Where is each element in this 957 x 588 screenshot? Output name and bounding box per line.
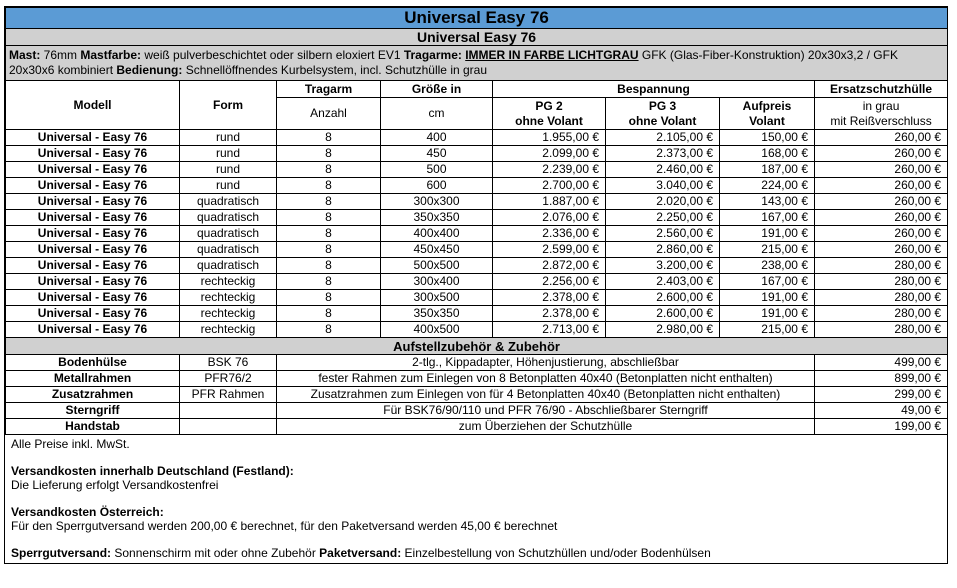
cell-ersatz: 260,00 €: [815, 242, 948, 258]
accessory-price: 199,00 €: [815, 419, 948, 435]
table-row: [6, 290, 948, 306]
accessory-name: Sterngriff: [6, 403, 180, 419]
cell-modell: Universal - Easy 76: [6, 162, 180, 178]
cell-pg3: 2.403,00 €: [606, 274, 720, 290]
cell-aufpreis: 167,00 €: [720, 210, 815, 226]
cell-ersatz: 260,00 €: [815, 178, 948, 194]
cell-form: quadratisch: [180, 242, 277, 258]
cell-tragarm: 8: [277, 194, 381, 210]
cell-pg2: 1.955,00 €: [493, 130, 606, 146]
cell-form: quadratisch: [180, 194, 277, 210]
table-row: [6, 194, 948, 210]
cell-aufpreis: 191,00 €: [720, 290, 815, 306]
cell-aufpreis: 150,00 €: [720, 130, 815, 146]
col-header-ersatz-detail: [815, 98, 948, 130]
cell-modell: Universal - Easy 76: [6, 290, 180, 306]
cell-form: rechteckig: [180, 306, 277, 322]
cell-groesse: 350x350: [381, 210, 493, 226]
table-row: [6, 306, 948, 322]
cell-aufpreis: 224,00 €: [720, 178, 815, 194]
cell-ersatz: 260,00 €: [815, 162, 948, 178]
cell-aufpreis: 215,00 €: [720, 242, 815, 258]
cell-groesse: 300x500: [381, 290, 493, 306]
cell-pg2: 2.336,00 €: [493, 226, 606, 242]
cell-pg3: 2.373,00 €: [606, 146, 720, 162]
table-row: [6, 242, 948, 258]
col-header-aufpreis: [720, 98, 815, 130]
cell-ersatz: 260,00 €: [815, 130, 948, 146]
cell-pg2: 1.887,00 €: [493, 194, 606, 210]
cell-aufpreis: 191,00 €: [720, 306, 815, 322]
accessory-desc: 2-tlg., Kippadapter, Höhenjustierung, abschließbar: [277, 355, 815, 371]
table-row: [6, 258, 948, 274]
mastfarbe-text: weiß pulverbeschichtet oder silbern eloxiert EV1: [141, 48, 404, 62]
cell-pg3: 2.600,00 €: [606, 290, 720, 306]
cell-pg2: 2.713,00 €: [493, 322, 606, 338]
cell-form: rechteckig: [180, 274, 277, 290]
cell-pg2: 2.378,00 €: [493, 290, 606, 306]
cell-form: quadratisch: [180, 258, 277, 274]
vat-note: Alle Preise inkl. MwSt.: [11, 437, 130, 451]
table-row: [6, 146, 948, 162]
cell-pg2: 2.700,00 €: [493, 178, 606, 194]
cell-groesse: 450x450: [381, 242, 493, 258]
col-header-ersatz: Ersatzschutzhülle: [815, 81, 948, 98]
cell-pg2: 2.076,00 €: [493, 210, 606, 226]
cell-aufpreis: 143,00 €: [720, 194, 815, 210]
mastfarbe-label: Mastfarbe:: [80, 48, 142, 62]
cell-groesse: 400x500: [381, 322, 493, 338]
cell-modell: Universal - Easy 76: [6, 130, 180, 146]
cell-tragarm: 8: [277, 226, 381, 242]
accessory-row: [6, 419, 948, 435]
cell-tragarm: 8: [277, 162, 381, 178]
accessory-row: [6, 387, 948, 403]
cell-ersatz: 260,00 €: [815, 210, 948, 226]
col-header-modell: Modell: [6, 81, 180, 130]
accessory-name: Bodenhülse: [6, 355, 180, 371]
cell-groesse: 350x350: [381, 306, 493, 322]
tragarme-label: Tragarme:: [403, 48, 462, 62]
accessory-desc: fester Rahmen zum Einlegen von 8 Betonplatten 40x40 (Betonplatten nicht enthalten): [277, 371, 815, 387]
table-row: [6, 226, 948, 242]
notes-section: [5, 435, 947, 563]
bedienung-text: Schnellöffnendes Kurbelsystem, incl. Schutzhülle in grau: [182, 63, 488, 77]
table-row: [6, 274, 948, 290]
pg2-line2: ohne Volant: [515, 113, 583, 128]
shipping-types: [11, 546, 941, 560]
price-table: [5, 7, 948, 435]
ersatz-line1: in grau: [862, 98, 900, 113]
accessory-row: [6, 355, 948, 371]
pg3-line1: PG 3: [648, 98, 677, 113]
cell-tragarm: 8: [277, 146, 381, 162]
cell-pg2: 2.239,00 €: [493, 162, 606, 178]
cell-aufpreis: 191,00 €: [720, 226, 815, 242]
mast-text: 76mm: [40, 48, 81, 62]
cell-aufpreis: 168,00 €: [720, 146, 815, 162]
tragarme-text: GFK (Glas-Fiber-Konstruktion) 20x30x3,2 / GFK 20x30x6 kombiniert: [9, 48, 898, 77]
table-row: [6, 210, 948, 226]
cell-form: rund: [180, 178, 277, 194]
paket-text: Einzelbestellung von Schutzhüllen und/oder Bodenhülsen: [401, 546, 711, 560]
table-row: [6, 178, 948, 194]
cell-ersatz: 260,00 €: [815, 226, 948, 242]
accessory-row: [6, 371, 948, 387]
cell-ersatz: 280,00 €: [815, 290, 948, 306]
pg3-line2: ohne Volant: [628, 113, 697, 128]
cell-modell: Universal - Easy 76: [6, 178, 180, 194]
cell-pg2: 2.099,00 €: [493, 146, 606, 162]
sperrgut-text: Sonnenschirm mit oder ohne Zubehör: [111, 546, 320, 560]
paket-label: Paketversand:: [319, 546, 402, 560]
cell-pg3: 2.020,00 €: [606, 194, 720, 210]
cell-ersatz: 260,00 €: [815, 146, 948, 162]
accessory-name: Metallrahmen: [6, 371, 180, 387]
page-subtitle: Universal Easy 76: [6, 29, 948, 46]
accessory-desc: Für BSK76/90/110 und PFR 76/90 - Abschließbarer Sterngriff: [277, 403, 815, 419]
cell-modell: Universal - Easy 76: [6, 194, 180, 210]
ersatz-line2: mit Reißverschluss: [830, 113, 932, 128]
col-header-groesse: Größe in: [381, 81, 493, 98]
accessory-name: Zusatzrahmen: [6, 387, 180, 403]
cell-pg3: 2.860,00 €: [606, 242, 720, 258]
cell-modell: Universal - Easy 76: [6, 306, 180, 322]
cell-modell: Universal - Easy 76: [6, 258, 180, 274]
tragarme-highlight: IMMER IN FARBE LICHTGRAU: [465, 48, 639, 62]
col-header-bespannung: Bespannung: [493, 81, 815, 98]
cell-ersatz: 280,00 €: [815, 274, 948, 290]
cell-modell: Universal - Easy 76: [6, 242, 180, 258]
cell-form: rund: [180, 130, 277, 146]
accessory-name: Handstab: [6, 419, 180, 435]
table-row: [6, 130, 948, 146]
cell-modell: Universal - Easy 76: [6, 226, 180, 242]
cell-ersatz: 280,00 €: [815, 258, 948, 274]
cell-modell: Universal - Easy 76: [6, 274, 180, 290]
cell-form: rund: [180, 146, 277, 162]
shipping-at-title: Versandkosten Österreich:: [11, 505, 164, 519]
cell-groesse: 450: [381, 146, 493, 162]
cell-pg3: 2.105,00 €: [606, 130, 720, 146]
accessory-code: BSK 76: [180, 355, 277, 371]
accessories-title: Aufstellzubehör & Zubehör: [6, 338, 948, 355]
cell-form: quadratisch: [180, 226, 277, 242]
accessory-price: 499,00 €: [815, 355, 948, 371]
accessory-code: [180, 419, 277, 435]
accessory-code: PFR Rahmen: [180, 387, 277, 403]
shipping-de-text: Die Lieferung erfolgt Versandkostenfrei: [11, 478, 219, 492]
cell-groesse: 500: [381, 162, 493, 178]
pg2-line1: PG 2: [535, 98, 563, 113]
cell-pg3: 3.200,00 €: [606, 258, 720, 274]
cell-pg2: 2.599,00 €: [493, 242, 606, 258]
cell-ersatz: 280,00 €: [815, 306, 948, 322]
price-sheet: [4, 6, 948, 564]
cell-form: quadratisch: [180, 210, 277, 226]
accessory-code: PFR76/2: [180, 371, 277, 387]
cell-tragarm: 8: [277, 306, 381, 322]
cell-modell: Universal - Easy 76: [6, 210, 180, 226]
cell-aufpreis: 187,00 €: [720, 162, 815, 178]
cell-tragarm: 8: [277, 290, 381, 306]
cell-tragarm: 8: [277, 258, 381, 274]
col-header-pg3: [606, 98, 720, 130]
col-header-groesse-unit: cm: [381, 98, 493, 130]
accessory-price: 899,00 €: [815, 371, 948, 387]
cell-pg2: 2.378,00 €: [493, 306, 606, 322]
cell-ersatz: 280,00 €: [815, 322, 948, 338]
cell-tragarm: 8: [277, 130, 381, 146]
cell-aufpreis: 215,00 €: [720, 322, 815, 338]
cell-pg3: 2.600,00 €: [606, 306, 720, 322]
table-row: [6, 322, 948, 338]
aufpreis-line2: Volant: [749, 113, 785, 128]
cell-tragarm: 8: [277, 210, 381, 226]
cell-tragarm: 8: [277, 178, 381, 194]
cell-pg3: 2.250,00 €: [606, 210, 720, 226]
page-title: Universal Easy 76: [6, 8, 948, 29]
cell-groesse: 400x400: [381, 226, 493, 242]
shipping-at-text: Für den Sperrgutversand werden 200,00 € berechnet, für den Paketversand werden 45,00 € berechnet: [11, 519, 558, 533]
cell-form: rechteckig: [180, 322, 277, 338]
cell-groesse: 300x300: [381, 194, 493, 210]
cell-groesse: 500x500: [381, 258, 493, 274]
cell-groesse: 600: [381, 178, 493, 194]
cell-tragarm: 8: [277, 274, 381, 290]
accessory-price: 299,00 €: [815, 387, 948, 403]
cell-pg3: 3.040,00 €: [606, 178, 720, 194]
cell-tragarm: 8: [277, 242, 381, 258]
cell-tragarm: 8: [277, 322, 381, 338]
cell-pg2: 2.872,00 €: [493, 258, 606, 274]
col-header-tragarm-unit: Anzahl: [277, 98, 381, 130]
cell-pg3: 2.980,00 €: [606, 322, 720, 338]
accessory-row: [6, 403, 948, 419]
cell-groesse: 300x400: [381, 274, 493, 290]
bedienung-label: Bedienung:: [116, 63, 183, 77]
cell-aufpreis: 238,00 €: [720, 258, 815, 274]
col-header-tragarm: Tragarm: [277, 81, 381, 98]
sperrgut-label: Sperrgutversand:: [11, 546, 112, 560]
cell-aufpreis: 167,00 €: [720, 274, 815, 290]
cell-pg2: 2.256,00 €: [493, 274, 606, 290]
cell-groesse: 400: [381, 130, 493, 146]
accessory-price: 49,00 €: [815, 403, 948, 419]
accessory-code: [180, 403, 277, 419]
cell-pg3: 2.560,00 €: [606, 226, 720, 242]
cell-modell: Universal - Easy 76: [6, 322, 180, 338]
mast-label: Mast:: [9, 48, 41, 62]
table-row: [6, 162, 948, 178]
cell-modell: Universal - Easy 76: [6, 146, 180, 162]
col-header-form: Form: [180, 81, 277, 130]
cell-form: rund: [180, 162, 277, 178]
cell-pg3: 2.460,00 €: [606, 162, 720, 178]
aufpreis-line1: Aufpreis: [742, 98, 792, 113]
shipping-de-title: Versandkosten innerhalb Deutschland (Festland):: [11, 464, 294, 478]
accessory-desc: zum Überziehen der Schutzhülle: [277, 419, 815, 435]
col-header-pg2: [493, 98, 606, 130]
cell-ersatz: 260,00 €: [815, 194, 948, 210]
accessory-desc: Zusatzrahmen zum Einlegen von für 4 Betonplatten 40x40 (Betonplatten nicht enthalten): [277, 387, 815, 403]
spec-info: [6, 46, 948, 81]
cell-form: rechteckig: [180, 290, 277, 306]
